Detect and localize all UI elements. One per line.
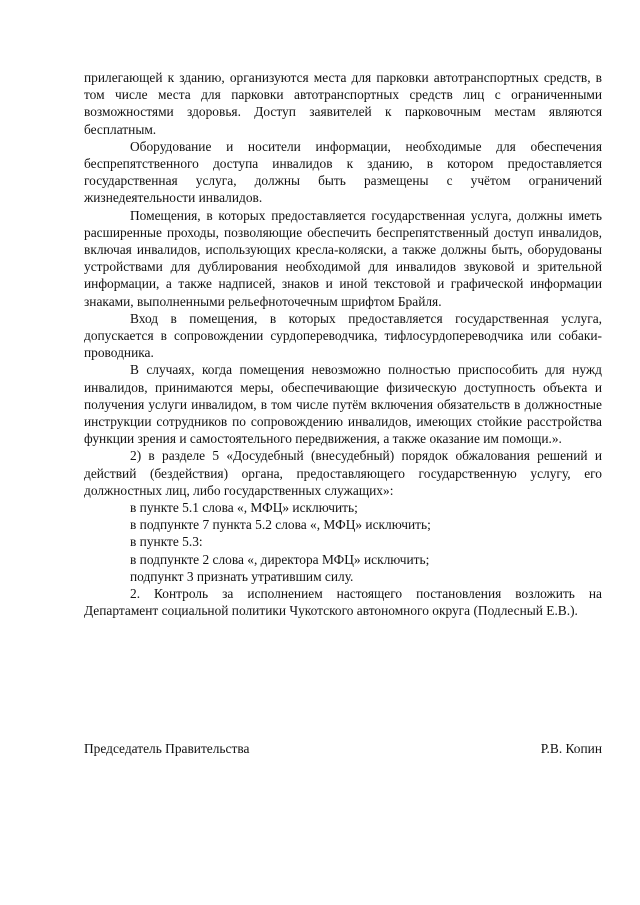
paragraph-equipment: Оборудование и носители информации, необходимые для обеспечения беспрепятственного доступа инвалидов к зданию, в котором предоставляется государственная услуга, должны быть размещены с учётом ограничений жизнедеятельности инвалидов. <box>84 138 602 206</box>
document-body <box>84 69 602 620</box>
paragraph-subitem-2: в подпункте 2 слова «, директора МФЦ» исключить; <box>130 551 430 567</box>
paragraph-item-5-2: в подпункте 7 пункта 5.2 слова «, МФЦ» исключить; <box>130 517 431 533</box>
paragraph-section-5: 2) в разделе 5 «Досудебный (внесудебный) порядок обжалования решений и действий (бездействия) органа, предоставляющего государственную услугу, его должностных лиц, либо государственных служащих»: <box>84 448 602 498</box>
paragraph-control: 2. Контроль за исполнением настоящего постановления возложить на Департамент социальной политики Чукотского автономного округа (Подлесный Е.В.). <box>84 586 602 619</box>
paragraph-accessibility-measures: В случаях, когда помещения невозможно полностью приспособить для нужд инвалидов, принимаются меры, обеспечивающие физическую доступность объекта и получения услуги инвалидом, в том числе путём включения обязательств в должностные инструкции сотрудников по сопровождению инвалидов, имеющих стойкие расстройства функции зрения и самостоятельного передвижения, а также оказание им помощи.». <box>84 362 602 447</box>
signatory-name: Р.В. Копин <box>540 741 602 756</box>
paragraph-parking: прилегающей к зданию, организуются места для парковки автотранспортных средств, в том числе места для парковки автотранспортных средств лиц с ограниченными возможностями здоровья. Доступ заявителей к парковочным местам являются бесплатным. <box>84 70 602 137</box>
signatory-position: Председатель Правительства <box>84 741 250 756</box>
paragraph-premises: Помещения, в которых предоставляется государственная услуга, должны иметь расширенные проходы, позволяющие обеспечить беспрепятственный доступ инвалидов, включая инвалидов, использующих кресла-коляски, а также должны быть, оборудованы устройствами для дублирования необходимой для инвалидов звуковой и зрительной информации, а также надписей, знаков и иной текстовой и графической информации знаками, выполненными рельефноточечным шрифтом Брайля. <box>84 207 602 309</box>
paragraph-entrance: Вход в помещения, в которых предоставляется государственная услуга, допускается в сопровождении сурдопереводчика, тифлосурдопереводчика или собаки-проводника. <box>84 310 602 361</box>
paragraph-subitem-3: подпункт 3 признать утратившим силу. <box>130 568 354 584</box>
signature-block <box>84 740 602 757</box>
paragraph-item-5-3: в пункте 5.3: <box>130 534 203 550</box>
paragraph-item-5-1: в пункте 5.1 слова «, МФЦ» исключить; <box>130 500 358 516</box>
